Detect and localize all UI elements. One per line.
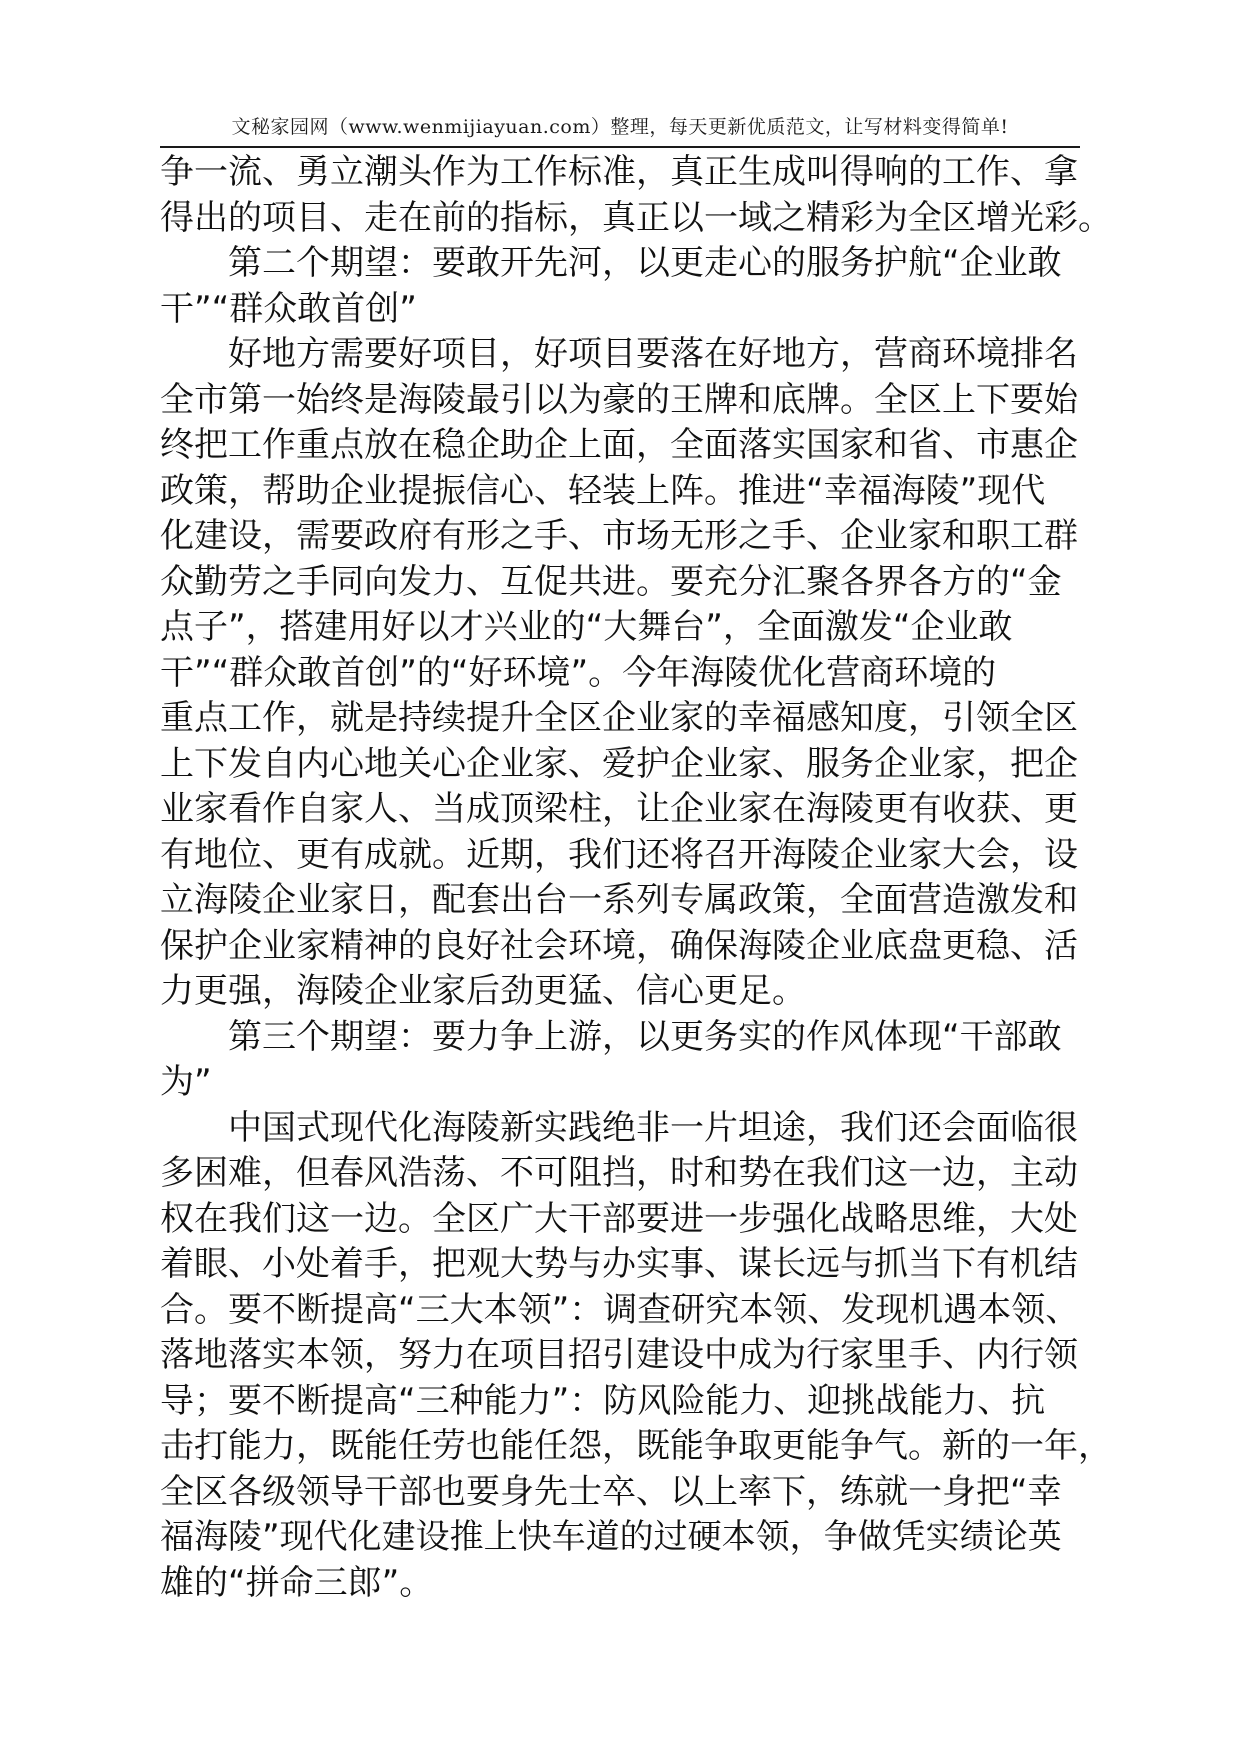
text-line: 争一流、勇立潮头作为工作标准，真正生成叫得响的工作、拿 [160, 152, 1078, 192]
text-line: 合。要不断提高“三大本领”：调查研究本领、发现机遇本领、 [160, 1289, 1080, 1330]
text-line: 全区各级领导干部也要身先士卒、以上率下，练就一身把“幸 [160, 1471, 1062, 1512]
text-line: 权在我们这一边。全区广大干部要进一步强化战略思维，大处 [160, 1198, 1078, 1239]
text-line: 全市第一始终是海陵最引以为豪的王牌和底牌。全区上下要始 [160, 379, 1078, 420]
text-line: 化建设，需要政府有形之手、市场无形之手、企业家和职工群 [160, 516, 1078, 556]
text-line: 多困难，但春风浩荡、不可阻挡，时和势在我们这一边，主动 [160, 1153, 1078, 1193]
text-line: 保护企业家精神的良好社会环境，确保海陵企业底盘更稳、活 [160, 925, 1078, 966]
text-line: 得出的项目、走在前的指标，真正以一域之精彩为全区增光彩。 [160, 197, 1112, 238]
text-line: 第二个期望：要敢开先河，以更走心的服务护航“企业敢 [228, 243, 1062, 283]
text-line: 为” [160, 1062, 212, 1102]
text-line: 力更强，海陵企业家后劲更猛、信心更足。 [160, 971, 806, 1011]
text-line: 干”“群众敢首创”的“好环境”。今年海陵优化营商环境的 [160, 652, 997, 693]
text-line: 重点工作，就是持续提升全区企业家的幸福感知度，引领全区 [160, 698, 1078, 738]
text-line: 导；要不断提高“三种能力”：防风险能力、迎挑战能力、抗 [160, 1380, 1046, 1421]
text-line: 众勤劳之手同向发力、互促共进。要充分汇聚各界各方的“金 [160, 561, 1062, 602]
body-text [160, 150, 1112, 1606]
text-line: 终把工作重点放在稳企助企上面，全面落实国家和省、市惠企 [160, 425, 1078, 465]
text-line: 着眼、小处着手，把观大势与办实事、谋长远与抓当下有机结 [160, 1244, 1078, 1284]
text-line: 立海陵企业家日，配套出台一系列专属政策，全面营造激发和 [160, 880, 1078, 920]
text-line: 点子”，搭建用好以才兴业的“大舞台”，全面激发“企业敢 [160, 607, 1013, 647]
text-line: 好地方需要好项目，好项目要落在好地方，营商环境排名 [228, 334, 1078, 374]
text-line: 雄的“拼命三郎”。 [160, 1562, 434, 1603]
text-line: 有地位、更有成就。近期，我们还将召开海陵企业家大会，设 [160, 834, 1078, 875]
text-line: 中国式现代化海陵新实践绝非一片坦途，我们还会面临很 [228, 1107, 1078, 1148]
page-header: 文秘家园网（www.wenmijiayuan.com）整理，每天更新优质范文，让写材料变得简单! [231, 116, 1009, 138]
text-line: 福海陵”现代化建设推上快车道的过硬本领，争做凭实绩论英 [160, 1517, 1062, 1557]
text-line: 击打能力，既能任劳也能任怨，既能争取更能争气。新的一年， [160, 1426, 1112, 1466]
text-line: 落地落实本领，努力在项目招引建设中成为行家里手、内行领 [160, 1335, 1078, 1375]
header-divider [160, 146, 1080, 148]
text-line: 政策，帮助企业提振信心、轻装上阵。推进“幸福海陵”现代 [160, 470, 1046, 511]
text-line: 第三个期望：要力争上游，以更务实的作风体现“干部敢 [228, 1016, 1062, 1057]
text-line: 业家看作自家人、当成顶梁柱，让企业家在海陵更有收获、更 [160, 789, 1078, 829]
text-line: 上下发自内心地关心企业家、爱护企业家、服务企业家，把企 [160, 743, 1078, 784]
text-line: 干”“群众敢首创” [160, 288, 417, 329]
